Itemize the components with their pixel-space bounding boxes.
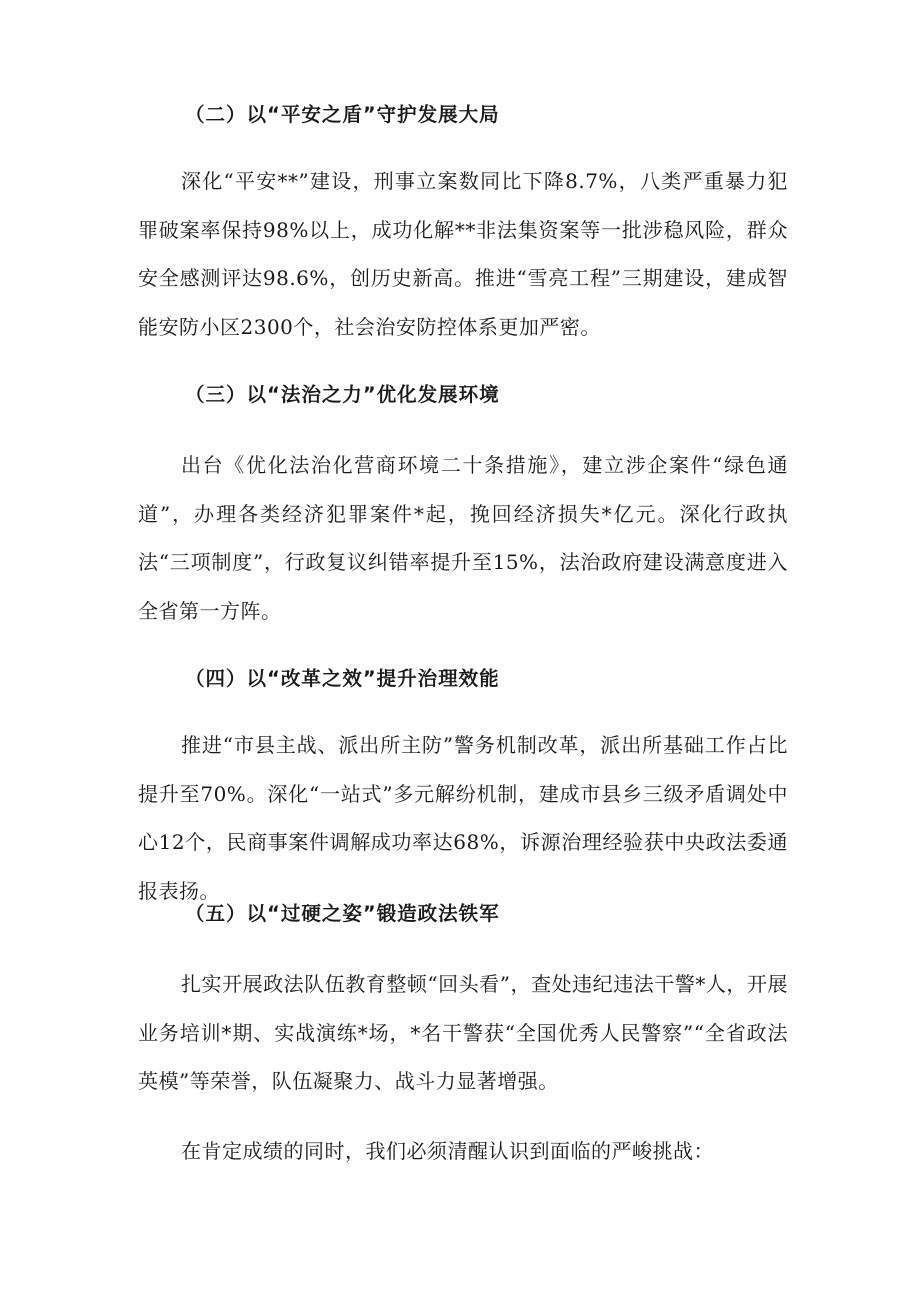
section-heading-4: （四）以“改革之效”提升治理效能 bbox=[185, 667, 500, 690]
section-body-4: 推进“市县主战、派出所主防”警务机制改革，派出所基础工作占比提升至70%。深化“一站式”多元解纷机制，建成市县乡三级矛盾调处中心12个，民商事案件调解成功率达68%，诉源治理经验获中央政法委通报表扬。 bbox=[138, 733, 788, 903]
section-heading-2: （二）以“平安之盾”守护发展大局 bbox=[185, 103, 500, 126]
closing-paragraph: 在肯定成绩的同时，我们必须清醒认识到面临的严峻挑战： bbox=[181, 1139, 714, 1163]
section-heading-3: （三）以“法治之力”优化发展环境 bbox=[185, 383, 500, 406]
section-body-5: 扎实开展政法队伍教育整顿“回头看”，查处违纪违法干警*人，开展业务培训*期、实战演练*场，*名干警获“全国优秀人民警察”“全省政法英模”等荣誉，队伍凝聚力、战斗力显著增强。 bbox=[138, 972, 788, 1093]
section-body-2: 深化“平安**”建设，刑事立案数同比下降8.7%，八类严重暴力犯罪破案率保持98%以上，成功化解**非法集资案等一批涉稳风险，群众安全感测评达98.6%，创历史新高。推进“雪亮工程”三期建设，建成智能安防小区2300个，社会治安防控体系更加严密。 bbox=[138, 169, 788, 339]
section-heading-5: （五）以“过硬之姿”锻造政法铁军 bbox=[185, 902, 500, 925]
section-body-3: 出台《优化法治化营商环境二十条措施》，建立涉企案件“绿色通道”，办理各类经济犯罪案件*起，挽回经济损失*亿元。深化行政执法“三项制度”，行政复议纠错率提升至15%，法治政府建设满意度进入全省第一方阵。 bbox=[138, 453, 788, 623]
